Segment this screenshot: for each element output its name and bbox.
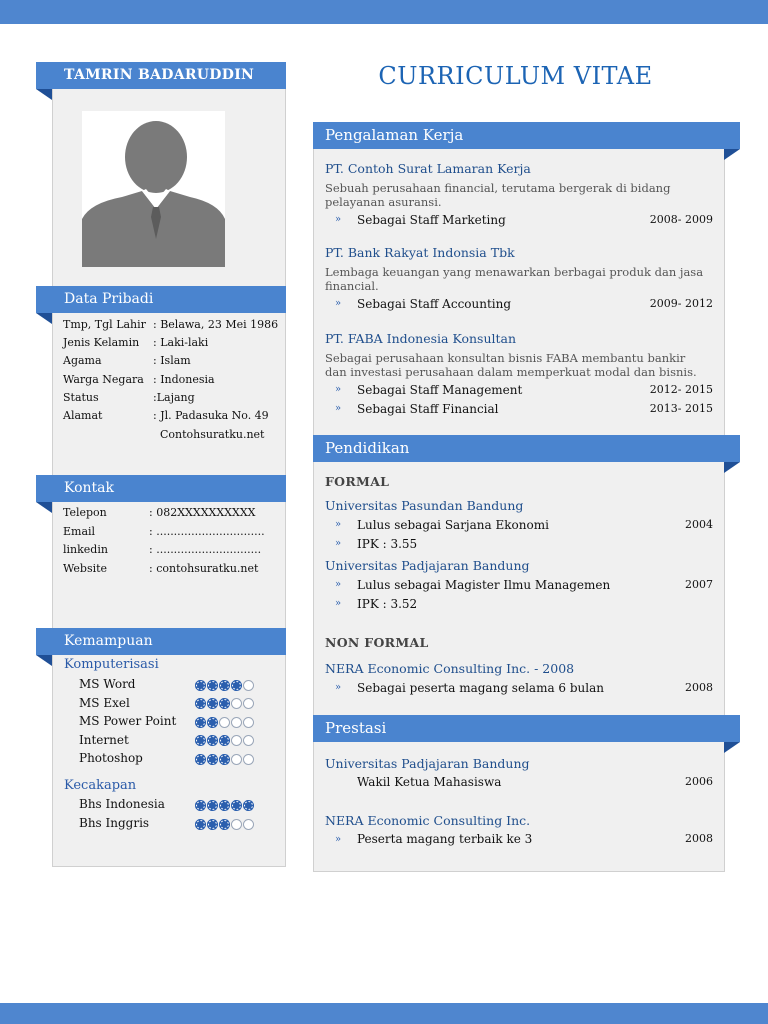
skill-name: Bhs Inggris xyxy=(79,816,150,830)
education-year: 2004 xyxy=(685,518,713,531)
role-years: 2009- 2012 xyxy=(649,297,713,310)
achievement-year: 2006 xyxy=(685,775,713,788)
personal-value: : Indonesia xyxy=(153,372,215,386)
rating-stars xyxy=(195,752,255,765)
rating-filled-icon xyxy=(207,680,218,691)
education-item: Lulus sebagai Magister Ilmu Managemen xyxy=(357,578,611,592)
rating-empty-icon xyxy=(243,819,254,830)
rating-empty-icon xyxy=(243,698,254,709)
bullet-icon: » xyxy=(335,384,342,395)
rating-filled-icon xyxy=(195,680,206,691)
personal-value: : Jl. Padasuka No. 49 xyxy=(153,409,269,422)
section-title: Pendidikan xyxy=(325,439,410,457)
rating-empty-icon xyxy=(243,680,254,691)
role-title: Sebagai Staff Accounting xyxy=(357,297,512,311)
education-item: IPK : 3.55 xyxy=(357,537,418,551)
rating-filled-icon xyxy=(207,698,218,709)
company-name: PT. FABA Indonesia Konsultan xyxy=(325,331,517,346)
contact-label: linkedin xyxy=(63,543,108,556)
section-title: Kontak xyxy=(64,480,114,496)
rating-filled-icon xyxy=(195,717,206,728)
achievement-year: 2008 xyxy=(685,832,713,845)
achievement-org: NERA Economic Consulting Inc. xyxy=(325,813,531,828)
rating-empty-icon xyxy=(219,717,230,728)
document-title: CURRICULUM VITAE xyxy=(378,62,653,90)
personal-value: : Belawa, 23 Mei 1986 xyxy=(153,318,279,331)
skill-group-title: Komputerisasi xyxy=(64,657,159,672)
name-header xyxy=(36,62,286,89)
rating-stars xyxy=(195,798,255,811)
education-item: Sebagai peserta magang selama 6 bulan xyxy=(357,681,604,695)
section-title: Pengalaman Kerja xyxy=(325,126,464,144)
rating-filled-icon xyxy=(219,819,230,830)
rating-filled-icon xyxy=(231,680,242,691)
section-header-kemampuan xyxy=(36,628,286,655)
role-title: Sebagai Staff Marketing xyxy=(357,213,506,227)
rating-filled-icon xyxy=(207,754,218,765)
rating-filled-icon xyxy=(219,754,230,765)
education-year: 2008 xyxy=(685,681,713,694)
bullet-icon: » xyxy=(335,298,342,309)
section-title: Data Pribadi xyxy=(64,291,154,307)
bottom-bar xyxy=(0,1003,768,1024)
personal-label: Jenis Kelamin xyxy=(63,336,140,350)
section-title: Kemampuan xyxy=(64,633,153,649)
role-years: 2008- 2009 xyxy=(649,213,713,226)
skill-name: Internet xyxy=(79,732,129,747)
rating-empty-icon xyxy=(231,698,242,709)
school-name: Universitas Pasundan Bandung xyxy=(325,498,524,513)
rating-filled-icon xyxy=(207,735,218,746)
contact-value: : .............................. xyxy=(149,543,262,556)
skill-name: MS Word xyxy=(79,677,136,691)
bullet-icon: » xyxy=(335,519,342,530)
achievement-text: Peserta magang terbaik ke 3 xyxy=(357,832,533,846)
rating-empty-icon xyxy=(231,754,242,765)
profile-photo xyxy=(82,111,225,267)
contact-label: Email xyxy=(63,524,96,538)
education-subheading: FORMAL xyxy=(325,474,390,489)
company-description: Sebagai perusahaan konsultan bisnis FABA membantu bankir dan investasi perusahaan dalam memperkuat modal dan bisnis. xyxy=(325,351,697,379)
rating-empty-icon xyxy=(231,717,242,728)
rating-filled-icon xyxy=(243,800,254,811)
address-line-2: Contohsuratku.net xyxy=(160,428,265,441)
school-name: Universitas Padjajaran Bandung xyxy=(325,558,530,573)
bullet-icon: » xyxy=(335,403,342,414)
person-silhouette-icon xyxy=(82,111,225,267)
personal-label: Agama xyxy=(63,354,102,368)
rating-filled-icon xyxy=(219,800,230,811)
rating-filled-icon xyxy=(195,819,206,830)
rating-empty-icon xyxy=(231,735,242,746)
role-years: 2012- 2015 xyxy=(649,383,713,396)
section-header-pengalaman xyxy=(313,122,740,149)
personal-value: : Islam xyxy=(153,354,191,368)
section-header-pendidikan xyxy=(313,435,740,462)
school-name: NERA Economic Consulting Inc. - 2008 xyxy=(325,661,575,676)
skill-name: Bhs Indonesia xyxy=(79,797,165,811)
rating-filled-icon xyxy=(207,800,218,811)
rating-filled-icon xyxy=(195,800,206,811)
contact-label: Telepon xyxy=(63,506,107,519)
role-years: 2013- 2015 xyxy=(649,402,713,415)
contact-value: : contohsuratku.net xyxy=(149,561,259,575)
rating-stars xyxy=(195,715,255,728)
section-header-prestasi xyxy=(313,715,740,742)
rating-filled-icon xyxy=(195,698,206,709)
skill-name: MS Power Point xyxy=(79,714,177,729)
rating-filled-icon xyxy=(195,754,206,765)
rating-stars xyxy=(195,734,255,747)
education-item: IPK : 3.52 xyxy=(357,597,418,611)
bullet-icon: » xyxy=(335,598,342,609)
personal-label: Warga Negara xyxy=(63,372,144,386)
rating-empty-icon xyxy=(231,819,242,830)
skill-group-title: Kecakapan xyxy=(64,778,137,793)
education-subheading: NON FORMAL xyxy=(325,635,429,650)
role-title: Sebagai Staff Financial xyxy=(357,402,499,416)
section-title: Prestasi xyxy=(325,719,387,737)
personal-label: Alamat xyxy=(63,409,103,422)
company-name: PT. Bank Rakyat Indonsia Tbk xyxy=(325,245,515,260)
skill-name: MS Exel xyxy=(79,695,130,710)
personal-label: Status xyxy=(63,390,99,404)
achievement-text: Wakil Ketua Mahasiswa xyxy=(357,775,502,789)
education-year: 2007 xyxy=(685,578,713,591)
rating-empty-icon xyxy=(243,754,254,765)
achievement-org: Universitas Padjajaran Bandung xyxy=(325,756,530,771)
rating-filled-icon xyxy=(207,819,218,830)
section-header-data-pribadi xyxy=(36,286,286,313)
bullet-icon: » xyxy=(335,214,342,225)
top-bar xyxy=(0,0,768,24)
contact-value: : 082XXXXXXXXXX xyxy=(149,506,256,519)
contact-value: : ............................... xyxy=(149,524,265,538)
rating-filled-icon xyxy=(219,680,230,691)
rating-stars xyxy=(195,678,255,691)
skill-name: Photoshop xyxy=(79,751,143,766)
rating-filled-icon xyxy=(219,698,230,709)
bullet-icon: » xyxy=(335,682,342,693)
company-description: Lembaga keuangan yang menawarkan berbagai produk dan jasa financial. xyxy=(325,265,704,293)
rating-filled-icon xyxy=(207,717,218,728)
company-name: PT. Contoh Surat Lamaran Kerja xyxy=(325,161,531,176)
rating-filled-icon xyxy=(219,735,230,746)
company-description: Sebuah perusahaan financial, terutama bergerak di bidang pelayanan asuransi. xyxy=(325,181,671,209)
contact-label: Website xyxy=(63,561,108,575)
rating-stars xyxy=(195,817,255,830)
rating-stars xyxy=(195,697,255,710)
bullet-icon: » xyxy=(335,579,342,590)
role-title: Sebagai Staff Management xyxy=(357,383,523,397)
rating-empty-icon xyxy=(243,735,254,746)
personal-label: Tmp, Tgl Lahir xyxy=(63,318,146,331)
rating-filled-icon xyxy=(231,800,242,811)
education-item: Lulus sebagai Sarjana Ekonomi xyxy=(357,518,549,532)
rating-filled-icon xyxy=(195,735,206,746)
bullet-icon: » xyxy=(335,538,342,549)
bullet-icon: » xyxy=(335,834,342,845)
personal-value: : Laki-laki xyxy=(153,336,209,350)
section-header-kontak xyxy=(36,475,286,502)
rating-empty-icon xyxy=(243,717,254,728)
candidate-name: TAMRIN BADARUDDIN xyxy=(64,67,255,83)
personal-value: :Lajang xyxy=(153,390,195,404)
